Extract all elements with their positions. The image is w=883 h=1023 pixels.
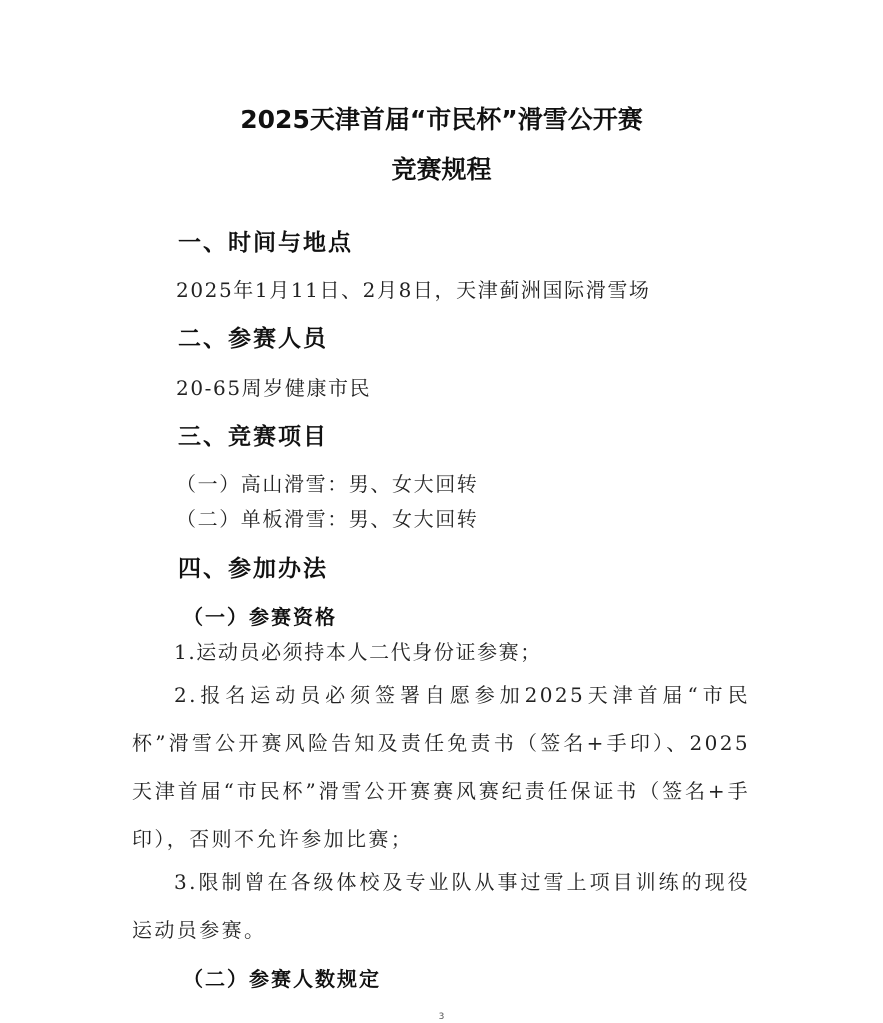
subsection-heading-eligibility: （一）参赛资格 bbox=[183, 605, 337, 629]
document-title-line1: 2025天津首届“市民杯”滑雪公开赛 bbox=[240, 105, 643, 134]
page-number: 3 bbox=[438, 1012, 445, 1022]
section-heading-method: 四、参加办法 bbox=[178, 556, 328, 582]
eligibility-rule-3: 3.限制曾在各级体校及专业队从事过雪上项目训练的现役运动员参赛。 bbox=[132, 870, 750, 942]
section-heading-events: 三、竞赛项目 bbox=[178, 424, 328, 450]
eligibility-rule-1: 1.运动员必须持本人二代身份证参赛； bbox=[174, 640, 542, 664]
subsection-heading-quota: （二）参赛人数规定 bbox=[183, 967, 381, 991]
time-place-text: 2025年1月11日、2月8日，天津蓟洲国际滑雪场 bbox=[176, 278, 651, 302]
section-heading-time-place: 一、时间与地点 bbox=[178, 230, 353, 256]
document-title-line2: 竞赛规程 bbox=[391, 155, 492, 184]
participants-text: 20-65周岁健康市民 bbox=[176, 376, 372, 400]
event-item-snowboard: （二）单板滑雪：男、女大回转 bbox=[176, 507, 479, 531]
eligibility-rule-2: 2.报名运动员必须签署自愿参加2025天津首届“市民杯”滑雪公开赛风险告知及责任免责书（签名+手印）、2025天津首届“市民杯”滑雪公开赛赛风赛纪责任保证书（签名+手印），否则不允许参加比赛； bbox=[132, 683, 750, 851]
section-heading-participants: 二、参赛人员 bbox=[178, 326, 328, 352]
event-item-alpine: （一）高山滑雪：男、女大回转 bbox=[176, 472, 479, 496]
